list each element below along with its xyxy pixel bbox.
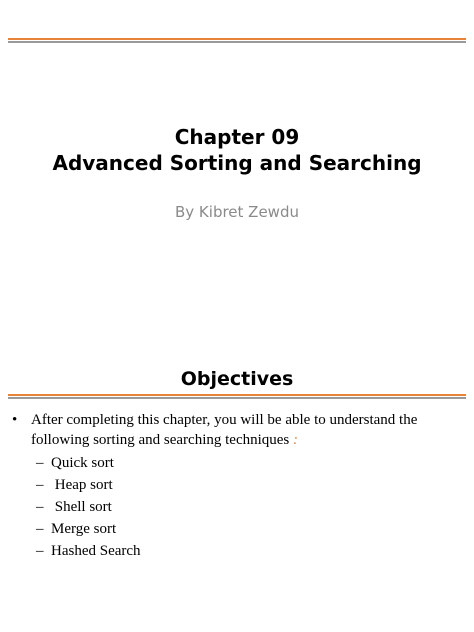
objectives-slide [0, 316, 474, 632]
objectives-divider [8, 394, 466, 399]
list-item [12, 474, 462, 496]
technique-label: Merge sort [51, 521, 117, 537]
chapter-title [0, 124, 474, 176]
objectives-title: Objectives [180, 368, 294, 390]
divider-orange-line [8, 38, 466, 40]
list-item [12, 496, 462, 518]
dash-marker: – [36, 521, 44, 537]
objectives-body [12, 410, 462, 562]
techniques-list [12, 452, 462, 562]
intro-text: After completing this chapter, you will be able to understand the following sorting and searching techniques [31, 412, 418, 448]
list-item [12, 518, 462, 540]
dash-marker: – [36, 477, 44, 493]
divider-gray-line [8, 397, 466, 399]
list-item [12, 452, 462, 474]
top-divider [8, 38, 466, 43]
chapter-number: Chapter 09 [174, 125, 300, 149]
divider-orange-line [8, 394, 466, 396]
list-item [12, 540, 462, 562]
author-subtitle: By Kibret Zewdu [175, 203, 299, 221]
technique-label: Heap sort [51, 477, 113, 493]
intro-colon: : [293, 432, 299, 448]
dash-marker: – [36, 455, 44, 471]
objectives-intro-bullet [12, 410, 462, 450]
technique-label: Hashed Search [51, 543, 141, 559]
bullet-dot: • [12, 412, 18, 428]
dash-marker: – [36, 543, 44, 559]
dash-marker: – [36, 499, 44, 515]
technique-label: Shell sort [51, 499, 112, 515]
technique-label: Quick sort [51, 455, 114, 471]
divider-gray-line [8, 41, 466, 43]
chapter-name: Advanced Sorting and Searching [52, 151, 422, 175]
